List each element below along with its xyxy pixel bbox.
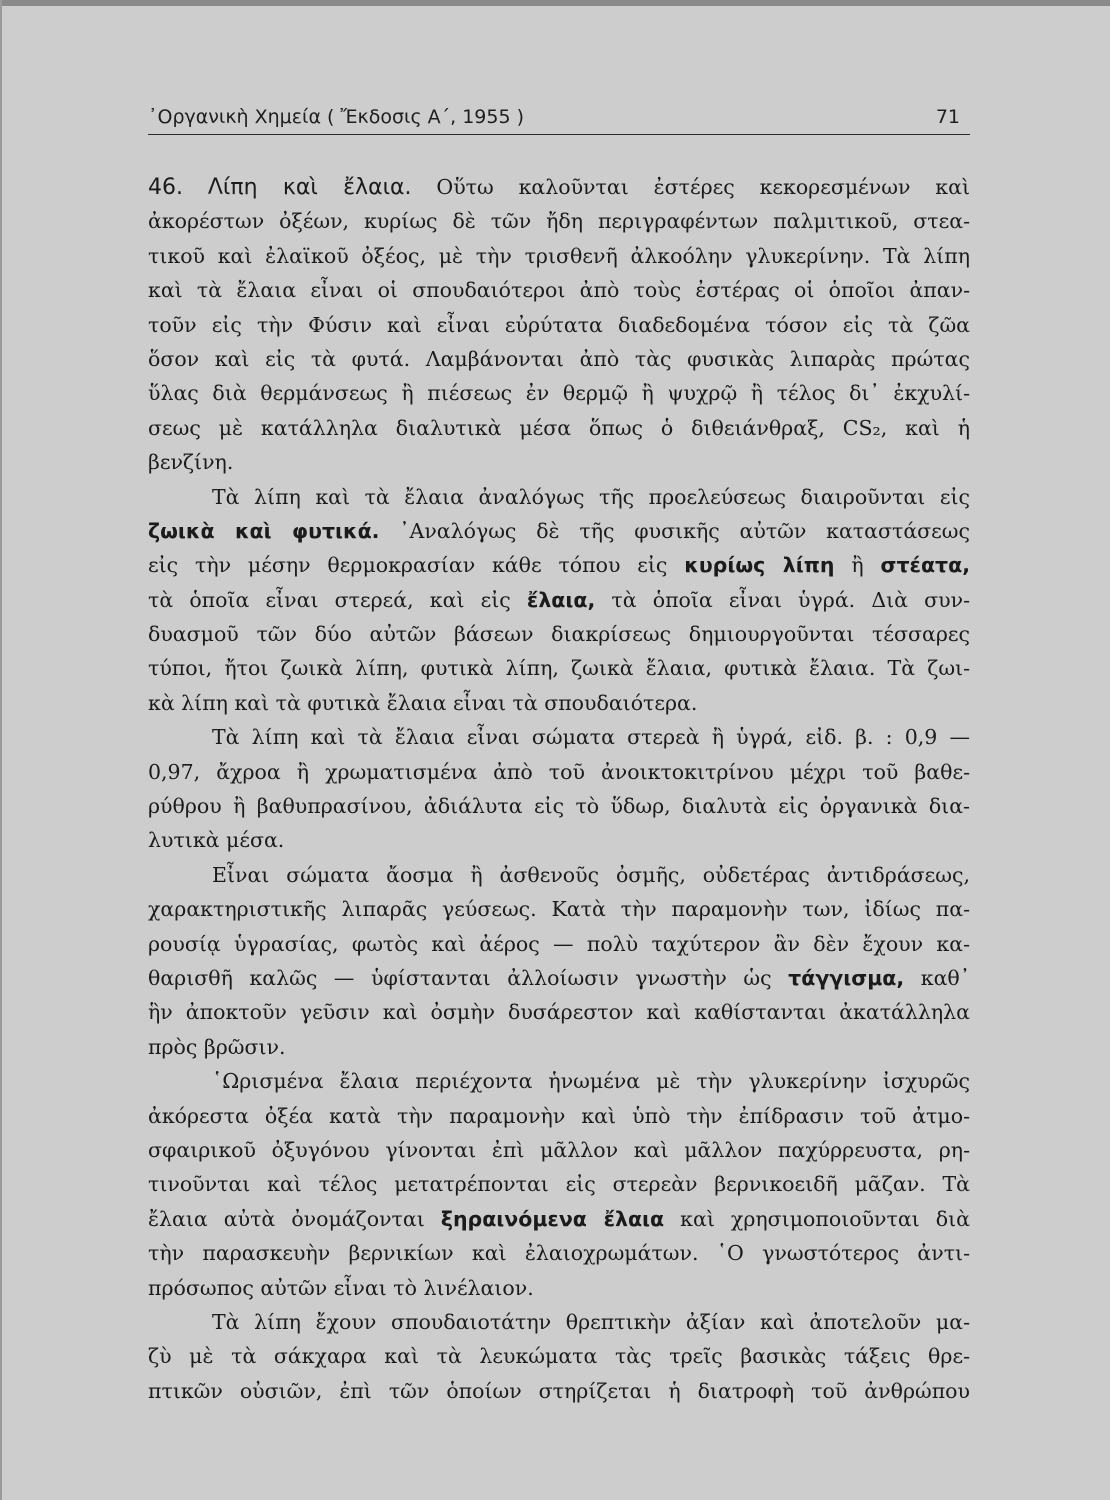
- text-segment: ἣν ἀποκτοῦν γεῦσιν καὶ ὀσμὴν δυσάρεστον καὶ καθίστανται ἀκατάλληλα: [148, 1000, 970, 1025]
- text-segment: ὅσον καὶ εἰς τὰ φυτά. Λαμβάνονται ἀπὸ τὰς φυσικὰς λιπαρὰς πρώτας: [148, 346, 970, 371]
- text-segment: σεως μὲ κατάλληλα διαλυτικὰ μέσα ὅπως ὁ διθειάνθραξ, CS₂, καὶ ἡ: [148, 415, 970, 440]
- text-segment: καὶ χρησιμοποιοῦνται διὰ: [664, 1206, 970, 1231]
- text-line: [148, 686, 970, 720]
- running-header: [148, 104, 970, 135]
- text-line: [148, 617, 970, 651]
- text-segment: ἔλαια αὐτὰ ὀνομάζονται: [148, 1206, 441, 1231]
- emphasized-term: τάγγισμα,: [788, 965, 905, 990]
- text-line: [148, 308, 970, 342]
- emphasized-term: ζωικὰ καὶ φυτικά.: [148, 518, 380, 543]
- text-segment: εἰς τὴν μέσην θερμοκρασίαν κάθε τόπου εἰς: [148, 553, 685, 578]
- text-segment: λυτικὰ μέσα.: [148, 828, 285, 853]
- text-line: [148, 1099, 970, 1133]
- page-number: 71: [935, 106, 960, 128]
- text-segment: τὰ ὁποῖα εἶναι ὑγρά. Διὰ συν-: [595, 587, 970, 612]
- emphasized-term: ἔλαια,: [526, 587, 596, 612]
- emphasized-term: στέατα,: [880, 553, 970, 578]
- text-line: [148, 789, 970, 823]
- text-line: [148, 273, 970, 307]
- text-line: [148, 480, 970, 514]
- text-segment: θαρισθῆ καλῶς — ὑφίστανται ἀλλοίωσιν γνωστὴν ὡς: [148, 965, 789, 990]
- text-segment: 0,97, ἄχροα ἢ χρωματισμένα ἀπὸ τοῦ ἀνοικτοκιτρίνου μέχρι τοῦ βαθε-: [148, 759, 970, 784]
- text-segment: πρὸς βρῶσιν.: [148, 1034, 286, 1059]
- text-line: [148, 1305, 970, 1339]
- text-segment: βενζίνη.: [148, 450, 234, 475]
- text-line: [148, 1202, 970, 1236]
- text-line: [148, 720, 970, 754]
- text-line: [148, 755, 970, 789]
- text-line: [148, 1236, 970, 1270]
- text-segment: Τὰ λίπη ἔχουν σπουδαιοτάτην θρεπτικὴν ἀξίαν καὶ ἀποτελοῦν μα-: [212, 1309, 970, 1334]
- text-segment: τοῦν εἰς τὴν Φύσιν καὶ εἶναι εὐρύτατα διαδεδομένα τόσον εἰς τὰ ζῶα: [148, 312, 970, 337]
- text-line: [148, 1339, 970, 1373]
- text-segment: Εἶναι σώματα ἄοσμα ἢ ἀσθενοῦς ὀσμῆς, οὐδετέρας ἀντιδράσεως,: [212, 862, 970, 887]
- emphasized-term: ξηραινόμενα ἔλαια: [440, 1206, 665, 1231]
- text-line: [148, 342, 970, 376]
- section-title: Λίπη καὶ ἔλαια.: [207, 175, 412, 200]
- text-segment: Τὰ λίπη καὶ τὰ ἔλαια ἀναλόγως τῆς προελεύσεως διαιροῦνται εἰς: [212, 484, 970, 509]
- text-segment: ῾Ωρισμένα ἔλαια περιέχοντα ἡνωμένα μὲ τὴν γλυκερίνην ἰσχυρῶς: [212, 1069, 970, 1094]
- text-segment: πρόσωπος αὐτῶν εἶναι τὸ λινέλαιον.: [148, 1275, 534, 1300]
- text-segment: ἀκορέστων ὀξέων, κυρίως δὲ τῶν ἤδη περιγραφέντων παλμιτικοῦ, στεα-: [148, 209, 970, 234]
- text-line: [148, 239, 970, 273]
- text-line: [148, 995, 970, 1029]
- text-segment: σφαιρικοῦ ὀξυγόνου γίνονται ἐπὶ μᾶλλον καὶ μᾶλλον παχύρρευστα, ρη-: [148, 1137, 970, 1162]
- text-line: [148, 1030, 970, 1064]
- text-line: [148, 1133, 970, 1167]
- text-segment: Οὕτω καλοῦνται ἐστέρες κεκορεσμένων καὶ: [411, 175, 970, 199]
- text-segment: καὶ τὰ ἔλαια εἶναι οἱ σπουδαιότεροι ἀπὸ τοὺς ἐστέρας οἱ ὁποῖοι ἀπαν-: [148, 278, 970, 303]
- text-segment: ζὺ μὲ τὰ σάκχαρα καὶ τὰ λευκώματα τὰς τρεῖς βασικὰς τάξεις θρε-: [148, 1344, 970, 1369]
- text-line: [148, 411, 970, 445]
- text-line: [148, 927, 970, 961]
- text-line: [148, 445, 970, 479]
- header-title: ᾿Οργανικὴ Χημεία ( Ἔκδοσις Α΄, 1955 ): [148, 106, 525, 128]
- text-line: [148, 1271, 970, 1305]
- text-line: [148, 514, 970, 548]
- text-line: [148, 548, 970, 582]
- body-text: [148, 170, 970, 1408]
- text-line: [148, 892, 970, 926]
- text-line: [148, 204, 970, 238]
- text-segment: Τὰ λίπη καὶ τὰ ἔλαια εἶναι σώματα στερεὰ ἢ ὑγρά, εἰδ. β. : 0,9 —: [212, 725, 970, 750]
- text-line: [148, 376, 970, 410]
- page-top-edge: [0, 0, 1110, 6]
- text-segment: ᾿Αναλόγως δὲ τῆς φυσικῆς αὐτῶν καταστάσεως: [379, 518, 970, 543]
- text-segment: καθ᾽: [904, 965, 971, 990]
- text-segment: κὰ λίπη καὶ τὰ φυτικὰ ἔλαια εἶναι τὰ σπουδαιότερα.: [148, 690, 698, 715]
- page-left-edge: [0, 0, 2, 1500]
- text-line: [148, 1064, 970, 1098]
- text-segment: ἀκόρεστα ὀξέα κατὰ τὴν παραμονὴν καὶ ὑπὸ τὴν ἐπίδρασιν τοῦ ἀτμο-: [148, 1103, 970, 1128]
- text-segment: πτικῶν οὐσιῶν, ἐπὶ τῶν ὁποίων στηρίζεται ἡ διατροφὴ τοῦ ἀνθρώπου: [148, 1378, 970, 1403]
- text-line: [148, 651, 970, 685]
- section-number: 46.: [148, 175, 183, 200]
- text-line: [148, 170, 970, 204]
- text-line: [148, 858, 970, 892]
- text-segment: τύποι, ἤτοι ζωικὰ λίπη, φυτικὰ λίπη, ζωικὰ ἔλαια, φυτικὰ ἔλαια. Τὰ ζωι-: [148, 656, 970, 681]
- text-segment: ρουσίᾳ ὑγρασίας, φωτὸς καὶ ἀέρος — πολὺ ταχύτερον ἂν δὲν ἔχουν κα-: [148, 931, 970, 956]
- text-segment: ἢ: [834, 553, 881, 578]
- text-segment: τινοῦνται καὶ τέλος μετατρέπονται εἰς στερεὰν βερνικοειδῆ μᾶζαν. Τὰ: [148, 1172, 970, 1197]
- emphasized-term: κυρίως λίπη: [684, 553, 835, 578]
- text-segment: τὰ ὁποῖα εἶναι στερεά, καὶ εἰς: [148, 587, 527, 612]
- text-line: [148, 823, 970, 857]
- text-line: [148, 583, 970, 617]
- text-line: [148, 961, 970, 995]
- text-segment: τὴν παρασκευὴν βερνικίων καὶ ἐλαιοχρωμάτων. ῾Ο γνωστότερος ἀντι-: [148, 1241, 970, 1266]
- text-segment: ὕλας διὰ θερμάνσεως ἢ πιέσεως ἐν θερμῷ ἢ ψυχρῷ ἢ τέλος δι᾽ ἐκχυλί-: [148, 381, 970, 406]
- text-segment: χαρακτηριστικῆς λιπαρᾶς γεύσεως. Κατὰ τὴν παραμονὴν των, ἰδίως πα-: [148, 897, 970, 922]
- text-line: [148, 1374, 970, 1408]
- text-segment: ρύθρου ἢ βαθυπρασίνου, ἀδιάλυτα εἰς τὸ ὕδωρ, διαλυτὰ εἰς ὀργανικὰ δια-: [148, 794, 970, 819]
- text-line: [148, 1167, 970, 1201]
- text-segment: δυασμοῦ τῶν δύο αὐτῶν βάσεων διακρίσεως δημιουργοῦνται τέσσαρες: [148, 622, 970, 647]
- text-segment: τικοῦ καὶ ἐλαϊκοῦ ὀξέος, μὲ τὴν τρισθενῆ ἀλκοόλην γλυκερίνην. Τὰ λίπη: [148, 243, 970, 268]
